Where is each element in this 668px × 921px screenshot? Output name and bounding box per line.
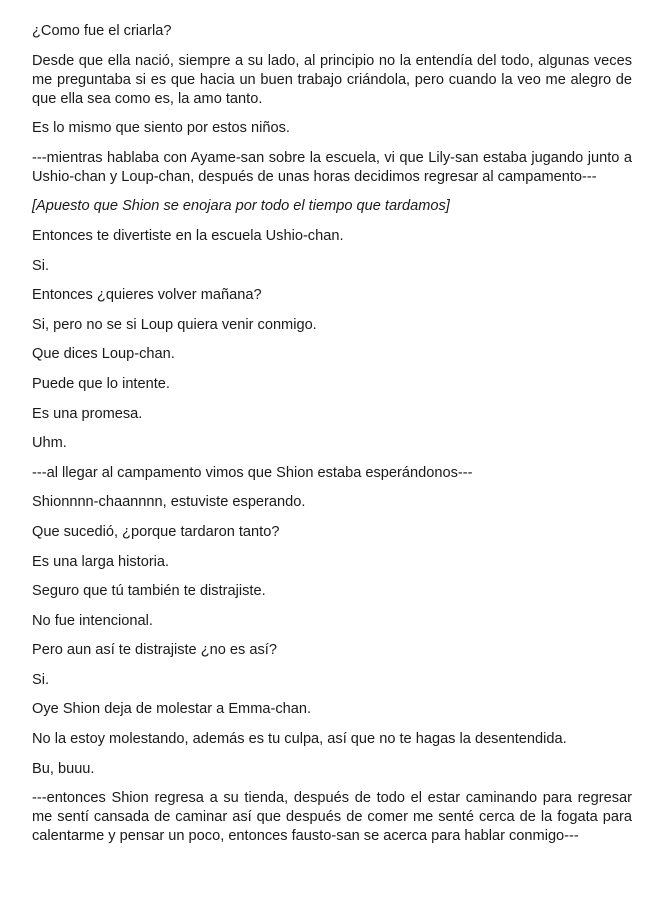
paragraph: Bu, buuu. (32, 760, 95, 777)
paragraph: Si. (32, 671, 50, 688)
paragraph: Seguro que tú también te distrajiste. (32, 583, 266, 600)
document-page (32, 22, 632, 857)
paragraph: Si, pero no se si Loup quiera venir conmigo. (32, 316, 317, 333)
italic-thought-paragraph: [Apuesto que Shion se enojara por todo el tiempo que tardamos] (32, 198, 450, 215)
paragraph: Uhm. (32, 435, 67, 452)
paragraph: Es lo mismo que siento por estos niños. (32, 120, 290, 137)
paragraph: ¿Como fue el criarla? (32, 23, 172, 39)
paragraph: Que sucedió, ¿porque tardaron tanto? (32, 523, 280, 540)
paragraph: Entonces ¿quieres volver mañana? (32, 287, 262, 304)
paragraph: Es una promesa. (32, 405, 143, 422)
paragraph: ---mientras hablaba con Ayame-san sobre la escuela, vi que Lily-san estaba jugando junto a Ushio-chan y Loup-chan, después de unas horas decidimos regresar al campamento--- (32, 149, 632, 185)
paragraph: Pero aun así te distrajiste ¿no es así? (32, 642, 277, 659)
paragraph: Si. (32, 257, 50, 274)
paragraph: ---al llegar al campamento vimos que Shion estaba esperándonos--- (32, 464, 473, 481)
paragraph: Oye Shion deja de molestar a Emma-chan. (32, 701, 312, 718)
paragraph: Es una larga historia. (32, 553, 170, 570)
paragraph: Que dices Loup-chan. (32, 346, 175, 363)
paragraph: No la estoy molestando, además es tu culpa, así que no te hagas la desentendida. (32, 731, 567, 748)
paragraph: ---entonces Shion regresa a su tienda, después de todo el estar caminando para regresar me sentí cansada de caminar así que después de comer me senté cerca de la fogata para calentarme y pensar un poco, entonces fausto-san se acerca para hablar conmigo--- (32, 790, 632, 845)
paragraph: Entonces te divertiste en la escuela Ushio-chan. (32, 227, 344, 244)
paragraph: Puede que lo intente. (32, 375, 170, 392)
paragraph: Shionnnn-chaannnn, estuviste esperando. (32, 494, 306, 511)
paragraph: No fue intencional. (32, 612, 153, 629)
paragraph: Desde que ella nació, siempre a su lado, al principio no la entendía del todo, algunas veces me preguntaba si es que hacia un buen trabajo criándola, pero cuando la veo me alegro de que ella sea como es, la amo tanto. (32, 52, 632, 107)
